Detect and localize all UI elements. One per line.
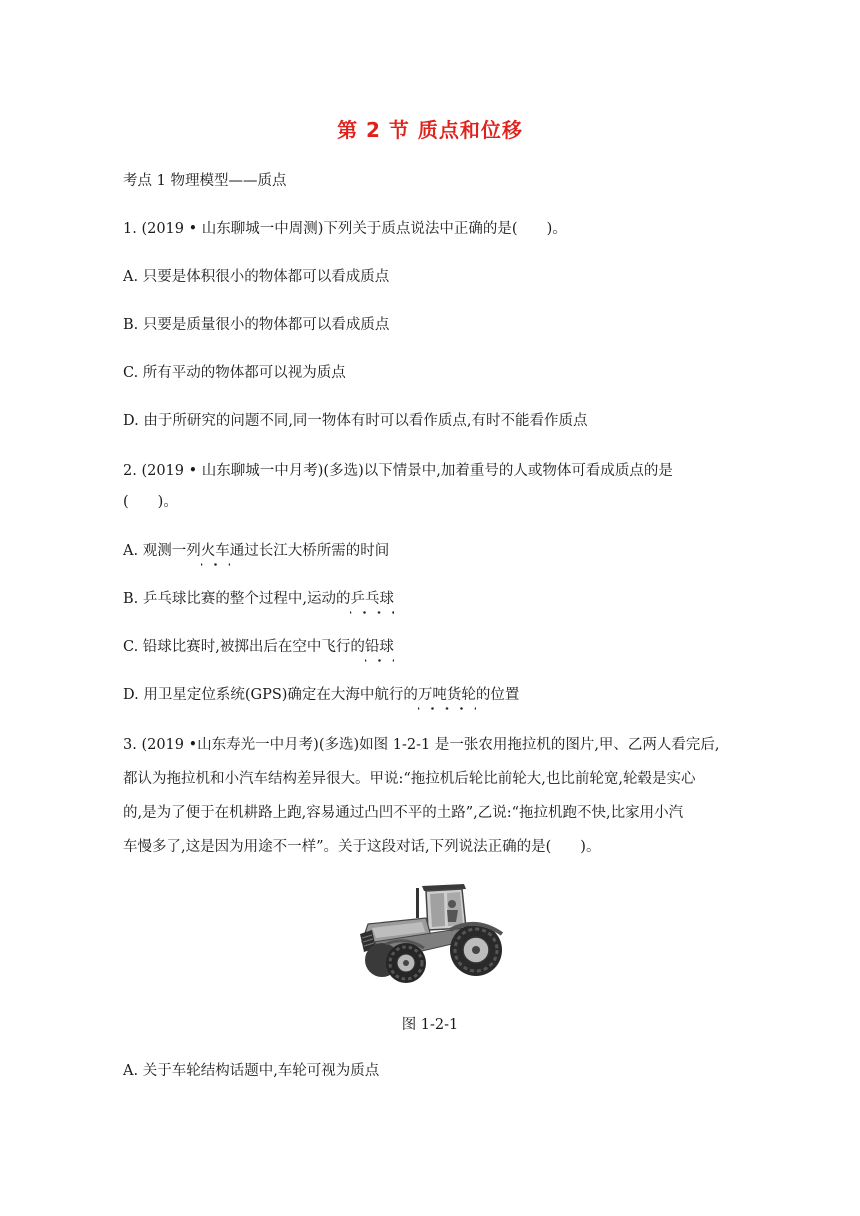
q1-option-d: D. 由于所研究的问题不同,同一物体有时可以看作质点,有时不能看作质点	[123, 413, 588, 429]
q2-option-b-text: B. 乒乓球比赛的整个过程中,运动的	[123, 591, 351, 607]
q2-option-b-emphasis: 乒乓球	[350, 591, 394, 607]
q2-stem-line1: 2. (2019 • 山东聊城一中月考)(多选)以下情景中,加着重号的人或物体可看成质点的是	[123, 463, 673, 479]
q2-option-d-emphasis: 万吨货轮	[417, 687, 476, 703]
q2-option-d	[123, 685, 519, 705]
q2-stem-line2: ( )。	[123, 494, 178, 510]
q3-stem-line1: 3. (2019 •山东寿光一中月考)(多选)如图 1-2-1 是一张农用拖拉机的图片,甲、乙两人看完后,	[123, 737, 720, 753]
q1-option-a: A. 只要是体积很小的物体都可以看成质点	[123, 269, 390, 285]
q1-option-b: B. 只要是质量很小的物体都可以看成质点	[123, 317, 390, 333]
tractor-image	[352, 880, 507, 985]
q2-option-b	[123, 589, 394, 609]
q2-option-c-emphasis: 铅球	[364, 639, 394, 655]
q2-option-d-tail: 的位置	[475, 687, 520, 703]
q1-option-c: C. 所有平动的物体都可以视为质点	[123, 365, 346, 381]
q3-option-a: A. 关于车轮结构话题中,车轮可视为质点	[123, 1063, 380, 1079]
q2-option-a	[123, 541, 389, 561]
topic-heading: 考点 1 物理模型——质点	[123, 173, 287, 189]
figure-caption: 图 1-2-1	[401, 1017, 459, 1033]
q2-option-c	[123, 637, 394, 657]
q1-stem: 1. (2019 • 山东聊城一中周测)下列关于质点说法中正确的是( )。	[123, 221, 567, 237]
q2-option-c-text: C. 铅球比赛时,被掷出后在空中飞行的	[123, 639, 365, 655]
q2-option-a-tail: 通过长江大桥所需的时间	[229, 543, 390, 559]
q3-stem-line2: 都认为拖拉机和小汽车结构差异很大。甲说:“拖拉机后轮比前轮大,也比前轮宽,轮毂是实心	[123, 771, 696, 787]
tractor-illustration	[352, 880, 507, 985]
q2-option-a-emphasis: 火车	[200, 543, 230, 559]
q3-stem-line3: 的,是为了便于在机耕路上跑,容易通过凸凹不平的土路”,乙说:“拖拉机跑不快,比家用小汽	[123, 805, 684, 821]
q2-option-a-text: A. 观测一列	[123, 543, 201, 559]
q3-stem-line4: 车慢多了,这是因为用途不一样”。关于这段对话,下列说法正确的是( )。	[123, 839, 601, 855]
section-title: 第 2 节 质点和位移	[337, 118, 523, 142]
q2-option-d-text: D. 用卫星定位系统(GPS)确定在大海中航行的	[123, 687, 418, 703]
